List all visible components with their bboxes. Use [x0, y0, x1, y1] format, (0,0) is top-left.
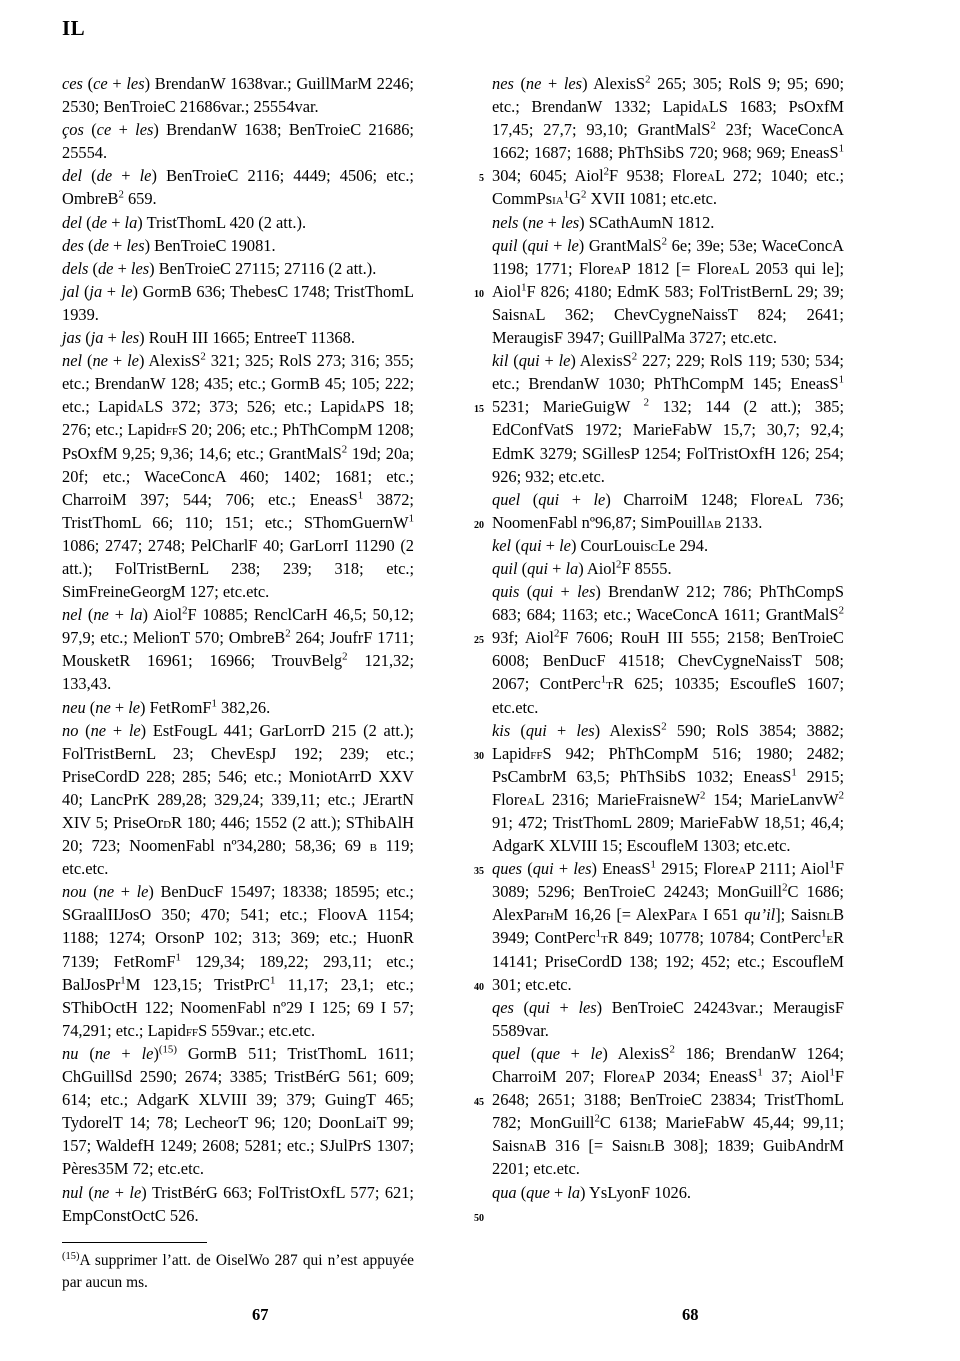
line-number: 50: [474, 1212, 484, 1224]
entry-headword: qua: [492, 1182, 517, 1202]
entry-list-right: [492, 72, 844, 1204]
entry-headword: del: [62, 166, 83, 186]
entry-headword: neu: [62, 697, 86, 717]
entry-citations: BenTroieC 24243var.; MeraugisF 5589var.: [492, 997, 844, 1040]
entry-headword: dels: [62, 258, 89, 278]
entry-gloss: (ja + le): [83, 281, 138, 301]
entry-headword: nou: [62, 882, 87, 902]
dictionary-entry: [62, 211, 414, 234]
entry-gloss: (qui + les): [520, 720, 601, 740]
footnote-marker: (15): [62, 1250, 80, 1262]
dictionary-entry: [62, 234, 414, 257]
entry-citations: AlexisS$^2$ 321; 325; RolS 273; 316; 355; etc.; BrendanW 128; 435; etc.; GormB 45; 105; 222; etc.; LapidaLS 372; 373; 526; etc.; LapidaPS 18; 276; etc.; LapidffS 20; 206; etc.; PhThCompM 1208; PsOxfM 9,25; 9,36; 14,6; etc.; GrantMalS$^2$ 19d; 20a; 20f; etc.; WaceConcA 460; 1402; 1681; etc.; CharroiM 397; 544; 706; etc.; EneasS$^1$ 3872; TristThomL 66; 110; 151; etc.; SThomGuernW$^1$ 1086; 2747; 2748; PelCharlF 40; GarLorrI 11290 (2 att.); FolTristBernL 238; 239; 318; etc.; SimFreineGeorgM 127; etc.etc.: [62, 350, 414, 602]
dictionary-entry: [62, 280, 414, 326]
entry-citations: BenTroieC 19081.: [150, 235, 276, 255]
entry-gloss: (ne + le): [93, 882, 154, 902]
entry-gloss: (ne + le): [89, 1043, 159, 1063]
dictionary-entry: [62, 603, 414, 695]
entry-gloss: (ne + les): [522, 212, 585, 232]
entry-citations: AlexisS$^2$ 590; RolS 3854; 3882; LapidffS 942; PhThCompM 516; 1980; 2482; PsCambrM 63,5; PhThSibS 1032; EneasS$^1$ 2915; FloreaL 2316; MarieFraisneW$^2$ 154; MarieLanvW$^2$ 91; 472; TristThomL 2809; MarieFabW 18,51; 46,4; AdgarK XLVIII 15; EscoufleM 1303; etc.etc.: [492, 720, 845, 856]
entry-headword: kel: [492, 535, 512, 555]
entry-gloss: (qui + le): [513, 351, 576, 371]
entry-citations: SCathAumN 1812.: [584, 212, 715, 232]
dictionary-entry: [62, 696, 414, 719]
entry-gloss: (ne + le): [85, 720, 147, 740]
entry-gloss: (de + la): [86, 212, 143, 232]
entry-headword: quis: [492, 582, 520, 602]
dictionary-entry: [492, 534, 844, 557]
dictionary-entry: [62, 349, 414, 603]
line-number-gutter: [462, 72, 484, 1252]
entry-citations: BenTroieC 2116; 4449; 4506; etc.; OmbreB$^2$ 659.: [62, 166, 414, 209]
entry-headword: no: [62, 720, 79, 740]
entry-citations: YsLyonF 1026.: [585, 1182, 692, 1202]
entry-citations: BrendanW 212; 786; PhThCompS 683; 684; 1163; etc.; WaceConcA 1611; GrantMalS$^2$ 93f; Aiol$^2$F 7606; RouH III 555; 2158; BenTroieC 6008; BenDucF 41518; ChevCygneNaissT 508; 2067; ContPerc$^1$tR 625; 10335; EscoufleS 1607; etc.etc.: [492, 582, 844, 717]
entry-citations: GormB 511; TristThomL 1611; ChGuillSd 2590; 2674; 3385; TristBérG 561; 609; 614; etc.; AdgarK XLVIII 39; 379; GuingT 465; TydorelT 14; 78; LecheorT 96; 120; DoonLaiT 99; 157; WaldefH 1249; 2608; 5281; etc.; SJulPrS 1307; Pères35M 72; etc.etc.: [62, 1043, 414, 1179]
entry-headword: qes: [492, 997, 514, 1017]
entry-headword: quil: [492, 235, 518, 255]
dictionary-entry: [492, 349, 844, 488]
entry-list-left: [62, 72, 414, 1227]
entry-gloss: (ne + le): [88, 1182, 147, 1202]
line-number: 45: [474, 1097, 484, 1109]
footnote-reference: (15): [158, 1043, 177, 1056]
entry-citations: FetRomF$^1$ 382,26.: [145, 697, 271, 717]
column-right: [492, 72, 844, 1204]
entry-headword: quel: [492, 1043, 521, 1063]
entry-gloss: (ne + les): [520, 74, 588, 93]
dictionary-entry: [492, 1181, 844, 1204]
entry-gloss: (qui + le): [515, 535, 577, 555]
entry-headword: jal: [62, 281, 80, 301]
line-number: 20: [474, 519, 484, 531]
dictionary-entry: [492, 234, 844, 349]
entry-citations: TristBérG 663; FolTristOxfL 577; 621; EmpConstOctC 526.: [62, 1182, 414, 1225]
dictionary-entry: [492, 1042, 844, 1181]
entry-headword: nu: [62, 1043, 79, 1063]
entry-citations: EneasS$^1$ 2915; FloreaP 2111; Aiol$^1$F 3089; 5296; BenTroieC 24243; MonGuill$^2$C 1686; AlexParhM 16,26 [= AlexPara I 651 qu’il]; SaisnlB 3949; ContPerc$^1$tR 849; 10778; 10784; ContPerc$^1$eR 14141; PriseCordD 138; 192; 452; etc.; EscoufleM 301; etc.etc.: [492, 858, 845, 994]
entry-citations: AlexisS$^2$ 186; BrendanW 1264; CharroiM 207; FloreaP 2034; EneasS$^1$ 37; Aiol$^1$F 2648; 2651; 3188; BenTroieC 23834; TristThomL 782; MonGuill$^2$C 6138; MarieFabW 45,44; 99,11; SaisnaB 316 [= SaisnlB 308]; 1839; GuibAndrM 2201; etc.etc.: [492, 1043, 845, 1179]
dictionary-entry: [62, 326, 414, 349]
entry-headword: nel: [62, 605, 83, 625]
entry-headword: kil: [492, 351, 509, 371]
folio-left: 67: [252, 1305, 269, 1324]
entry-gloss: (qui + les): [527, 859, 598, 879]
column-left: [62, 72, 414, 1295]
entry-gloss: (qui + le): [532, 489, 611, 509]
line-number: 35: [474, 866, 484, 878]
entry-headword: ces: [62, 74, 83, 93]
entry-citations: Aiol$^2$F 8555.: [583, 558, 672, 578]
entry-citations: BrendanW 1638var.; GuillMarM 2246; 2530; BenTroieC 21686var.; 25554var.: [62, 74, 414, 117]
entry-citations: BenTroieC 27115; 27116 (2 att.).: [154, 258, 377, 278]
dictionary-entry: [62, 1181, 414, 1227]
dictionary-entry: [62, 880, 414, 1042]
dictionary-entry: [62, 719, 414, 881]
entry-gloss: (ce + les): [91, 120, 159, 140]
entry-gloss: (de + le): [91, 166, 157, 186]
entry-gloss: (que + le): [530, 1043, 608, 1063]
entry-headword: nel: [62, 351, 83, 371]
entry-citations: CharroiM 1248; FloreaL 736; NoomenFabl nº96,87; SimPouillab 2133.: [492, 489, 844, 532]
dictionary-entry: [492, 719, 844, 858]
dictionary-entry: [62, 164, 414, 210]
entry-citations: GormB 636; ThebesC 1748; TristThomL 1939.: [62, 281, 414, 324]
entry-citations: RouH III 1665; EntreeT 11368.: [144, 328, 355, 348]
entry-headword: kis: [492, 720, 511, 740]
dictionary-entry: [62, 1042, 414, 1181]
entry-headword: des: [62, 235, 84, 255]
entry-headword: del: [62, 212, 83, 232]
folio-row: [0, 1305, 960, 1329]
dictionary-entry: [492, 996, 844, 1042]
entry-gloss: (qui + la): [521, 558, 584, 578]
line-number: 5: [479, 173, 484, 185]
line-number: 30: [474, 750, 484, 762]
entry-gloss: (qui + les): [526, 582, 601, 602]
entry-citations: EstFougL 441; GarLorrD 215 (2 att.); FolTristBernL 23; ChevEspJ 192; 239; etc.; PriseCordD 228; 285; 546; etc.; MoniotArrD XXV 40; LancPrK 289,28; 329,24; 339,11; etc.; JErartN XIV 5; PriseOrdR 180; 446; 1552 (2 att.); SThibAlH 20; 723; NoomenFabl nº34,280; 58,36; 69 b 119; etc.etc.: [62, 720, 415, 879]
dictionary-entry: [492, 580, 844, 719]
folio-right: 68: [682, 1305, 699, 1324]
footnote-text: A supprimer l’att. de OiselWo 287 qui n’est appuyée par aucun ms.: [62, 1251, 414, 1292]
entry-headword: ços: [62, 120, 84, 140]
entry-gloss: (de + les): [92, 258, 155, 278]
dictionary-entry: [62, 72, 414, 118]
entry-headword: ques: [492, 859, 523, 879]
entry-citations: CourLouiscLe 294.: [576, 535, 709, 555]
entry-citations: GrantMalS$^2$ 6e; 39e; 53e; WaceConcA 1198; 1771; FloreaP 1812 [= FloreaL 2053 qui le]; Aiol$^1$F 826; 4180; EdmK 583; FolTristBernL 29; 39; SaisnaL 362; ChevCygneNaissT 824; 2641; MeraugisF 3947; GuillPalMa 3727; etc.etc.: [492, 235, 844, 348]
footnote-separator: [62, 1242, 207, 1243]
line-number: 40: [474, 981, 484, 993]
entry-citations: AlexisS$^2$ 227; 229; RolS 119; 530; 534; etc.; BrendanW 1030; PhThCompM 145; EneasS$^1$ 5231; MarieGuigW $^2$ 132; 144 (2 att.); 385; EdConfVatS 1972; MarieFabW 15,7; 30,7; 92,4; EdmK 3279; SGillesP 1254; FolTristOxfH 126; 254; 926; 932; etc.etc.: [492, 350, 845, 486]
entry-headword: nels: [492, 212, 519, 232]
entry-citations: Aiol$^2$F 10885; RenclCarH 46,5; 50,12; 97,9; etc.; MelionT 570; OmbreB$^2$ 264; JoufrF 1711; MousketR 16961; 16966; TrouvBelg$^2$ 121,32; 133,43.: [62, 604, 414, 694]
line-number: 10: [474, 288, 484, 300]
dictionary-entry: [492, 488, 844, 534]
dictionary-entry: [492, 557, 844, 580]
entry-headword: nes: [492, 74, 514, 93]
footnote: [62, 1250, 414, 1295]
entry-citations: BrendanW 1638; BenTroieC 21686; 25554.: [62, 120, 414, 163]
dictionary-entry: [62, 118, 414, 164]
entry-gloss: (ne + le): [86, 351, 145, 371]
running-head: IL: [62, 16, 86, 40]
entry-headword: quel: [492, 489, 521, 509]
dictionary-entry: [492, 211, 844, 234]
entry-gloss: (qui + le): [522, 235, 585, 255]
entry-gloss: (ne + le): [89, 697, 146, 717]
line-number: 15: [474, 404, 484, 416]
entry-gloss: (ce + les): [87, 74, 151, 93]
entry-gloss: (de + les): [87, 235, 151, 255]
dictionary-entry: [62, 257, 414, 280]
entry-citations: AlexisS$^2$ 265; 305; RolS 9; 95; 690; etc.; BrendanW 1332; LapidaLS 1683; PsOxfM 17,45; 27,7; 93,10; GrantMalS$^2$ 23f; WaceConcA 1662; 1687; 1688; PhThSibS 720; 968; 969; EneasS$^1$ 304; 6045; Aiol$^2$F 9538; FloreaL 272; 1040; etc.; $CommPsia^1G^2$ XVII 1081; etc.etc.: [492, 73, 845, 209]
entry-gloss: (ne + la): [87, 605, 149, 625]
dictionary-entry: [492, 72, 844, 211]
entry-citations: BenDucF 15497; 18338; 18595; etc.; SGraalIIJosO 350; 470; 541; etc.; FloovA 1154; 1188; 1274; OrsonP 102; 313; 369; etc.; HuonR 7139; FetRomF$^1$ 129,34; 189,22; 293,11; etc.; BalJosPr$^1$M 123,15; TristPrC$^1$ 11,17; 23,1; etc.; SThibOctH 122; NoomenFabl nº29 I 125; 69 I 57; 74,291; etc.; LapidffS 559var.; etc.etc.: [62, 882, 414, 1040]
entry-gloss: (que + la): [520, 1182, 586, 1202]
dictionary-entry: [492, 857, 844, 996]
entry-headword: nul: [62, 1182, 83, 1202]
entry-citations: TristThomL 420 (2 att.).: [142, 212, 307, 232]
entry-gloss: (qui + les): [523, 997, 603, 1017]
entry-gloss: (ja + les): [85, 328, 145, 348]
line-number: 25: [474, 635, 484, 647]
entry-headword: quil: [492, 558, 518, 578]
entry-headword: jas: [62, 328, 82, 348]
